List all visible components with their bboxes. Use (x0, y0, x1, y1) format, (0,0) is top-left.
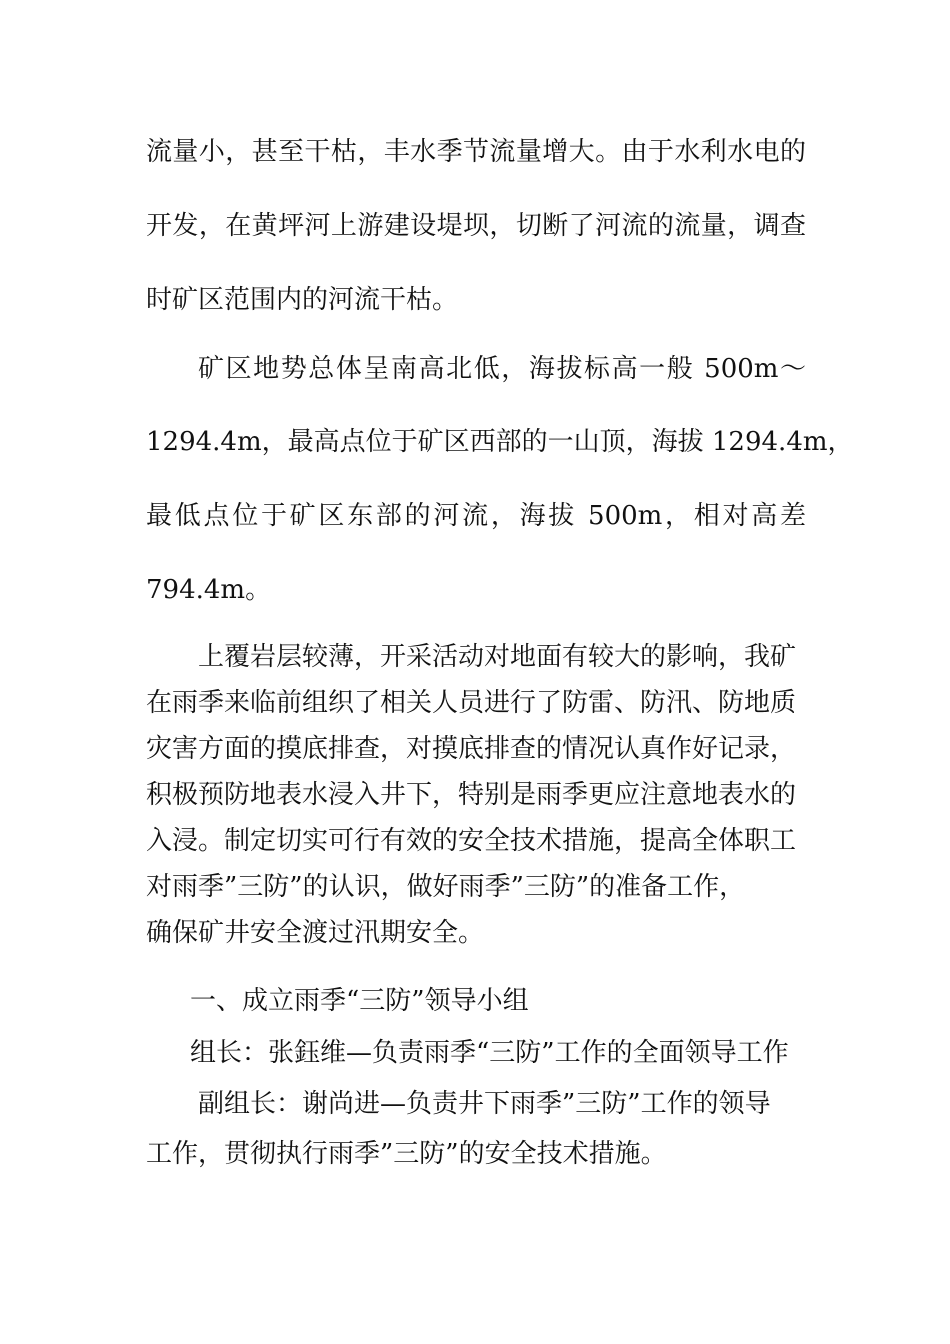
deputy-leader-line: 副组长：谢尚进—负责井下雨季”三防”工作的领导 (198, 1089, 771, 1119)
paragraph-line: 最低点位于矿区东部的河流，海拔 500m，相对高差 (146, 501, 806, 531)
paragraph-line: 在雨季来临前组织了相关人员进行了防雷、防汛、防地质 (146, 688, 797, 718)
paragraph-line: 灾害方面的摸底排查，对摸底排查的情况认真作好记录， (146, 734, 797, 764)
deputy-leader-line: 工作，贯彻执行雨季”三防”的安全技术措施。 (146, 1139, 667, 1169)
paragraph-line: 流量小，甚至干枯，丰水季节流量增大。由于水利水电的 (146, 137, 806, 167)
paragraph-line: 积极预防地表水浸入井下，特别是雨季更应注意地表水的 (146, 780, 797, 810)
paragraph-line: 矿区地势总体呈南高北低，海拔标高一般 500m～ (198, 354, 806, 384)
paragraph-line: 对雨季”三防”的认识，做好雨季”三防”的准备工作， (146, 872, 746, 902)
paragraph-line: 上覆岩层较薄，开采活动对地面有较大的影响，我矿 (198, 642, 797, 672)
paragraph-line: 确保矿井安全渡过汛期安全。 (146, 918, 485, 948)
paragraph-line: 入浸。制定切实可行有效的安全技术措施，提高全体职工 (146, 826, 797, 856)
paragraph-line: 1294.4m，最高点位于矿区西部的一山顶，海拔 1294.4m， (146, 427, 854, 457)
paragraph-line: 开发，在黄坪河上游建设堤坝，切断了河流的流量，调查 (146, 211, 806, 241)
section-heading: 一、成立雨季“三防”领导小组 (190, 986, 529, 1016)
paragraph-line: 时矿区范围内的河流干枯。 (146, 285, 459, 315)
paragraph-line: 794.4m。 (146, 575, 272, 605)
group-leader-line: 组长：张鈺维—负责雨季“三防”工作的全面领导工作 (190, 1038, 789, 1068)
